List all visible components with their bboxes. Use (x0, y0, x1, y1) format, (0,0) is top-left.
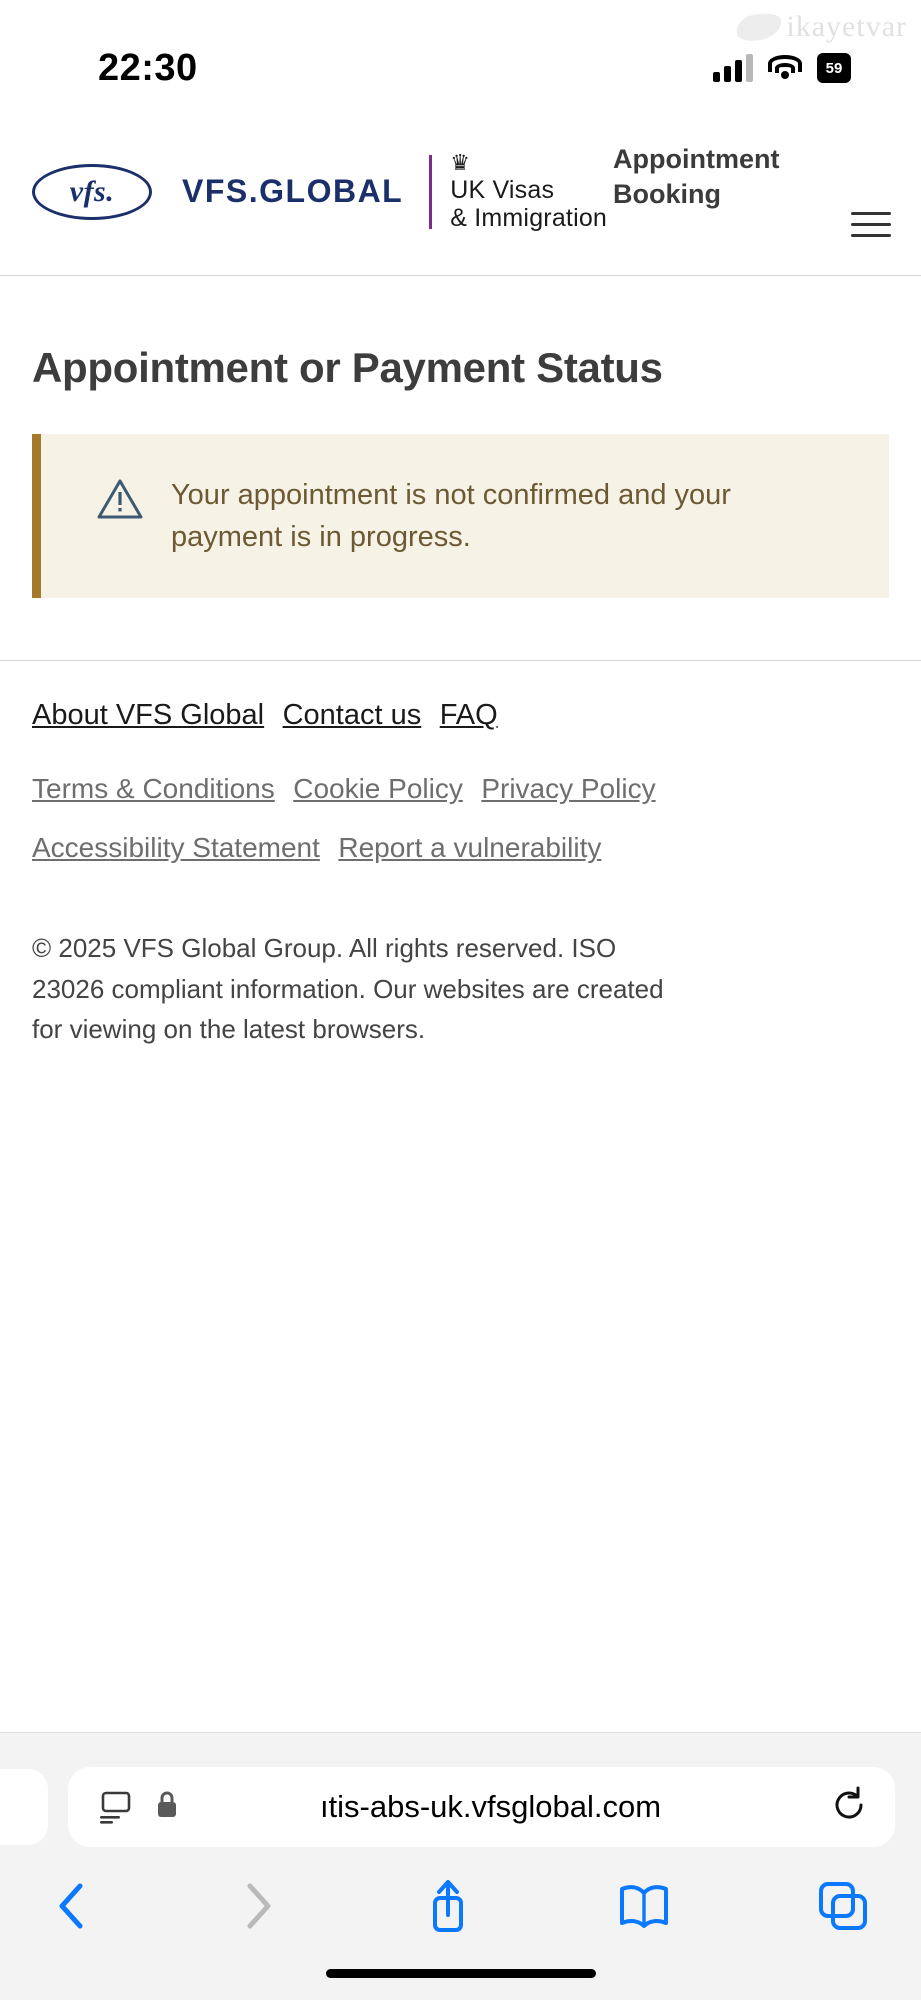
royal-crest-icon: ♛ (450, 149, 470, 175)
footer-primary-links (32, 699, 889, 732)
page-title: Appointment or Payment Status (32, 344, 663, 391)
home-indicator (326, 1969, 596, 1978)
footer-link-cookie-policy[interactable]: Cookie Policy (293, 773, 463, 805)
header-divider (429, 155, 432, 229)
book-icon[interactable] (617, 1881, 671, 1936)
tabs-icon[interactable] (817, 1880, 869, 1937)
wifi-icon (767, 55, 803, 81)
adjacent-tab-peek[interactable] (0, 1769, 48, 1845)
status-alert (32, 434, 889, 598)
watermark-logo-icon (734, 10, 784, 45)
status-alert-message: Your appointment is not confirmed and your payment is in progress. (171, 479, 731, 554)
footer-link-about-vfs-global[interactable]: About VFS Global (32, 699, 265, 732)
ukvi-logo (450, 149, 608, 232)
browser-chrome (0, 1732, 921, 2000)
ukvi-line1: UK Visas (450, 175, 555, 204)
url-bar[interactable] (68, 1767, 895, 1847)
footer-secondary-links-row2 (32, 821, 889, 874)
browser-toolbar (0, 1863, 921, 1940)
site-header (0, 108, 921, 276)
browser-url-bar-row (0, 1751, 921, 1863)
url-text[interactable]: ıtis-abs-uk.vfsglobal.com (319, 1789, 662, 1824)
footer-link-contact-us[interactable]: Contact us (282, 699, 422, 732)
status-bar (0, 0, 921, 108)
footer-link-accessibility-statement[interactable]: Accessibility Statement (32, 832, 320, 864)
footer-link-report-vulnerability[interactable]: Report a vulnerability (338, 832, 602, 864)
site-footer (0, 660, 921, 1049)
footer-link-faq[interactable]: FAQ (439, 699, 498, 732)
footer-copyright: © 2025 VFS Global Group. All rights reserved. ISO 23026 compliant information. Our websites are created for viewing on the latest browsers. (32, 933, 664, 1045)
reload-icon[interactable] (831, 1786, 867, 1829)
vfs-logo[interactable] (32, 164, 152, 220)
main-content (0, 344, 921, 598)
watermark (736, 10, 907, 44)
chevron-right-icon[interactable] (238, 1878, 278, 1939)
warning-triangle-icon (97, 478, 143, 520)
watermark-text: ikayetvar (786, 10, 907, 43)
footer-link-privacy-policy[interactable]: Privacy Policy (481, 773, 656, 805)
status-bar-indicators (713, 53, 851, 83)
battery-icon (817, 53, 851, 83)
battery-level-label: 59 (825, 59, 843, 77)
cellular-bars-icon (713, 54, 753, 82)
ukvi-line2: & Immigration (450, 203, 608, 232)
chevron-left-icon[interactable] (52, 1878, 92, 1939)
page-settings-icon[interactable] (96, 1790, 136, 1824)
footer-secondary-links-row1 (32, 762, 889, 815)
status-bar-time: 22:30 (98, 46, 198, 89)
hamburger-menu-icon[interactable] (851, 212, 891, 237)
header-section-title: Appointment Booking (613, 144, 780, 210)
vfs-wordmark: VFS.GLOBAL (182, 173, 404, 209)
footer-link-terms-conditions[interactable]: Terms & Conditions (32, 773, 275, 805)
vfs-logo-text: vfs. (69, 174, 115, 208)
share-icon[interactable] (424, 1877, 472, 1940)
